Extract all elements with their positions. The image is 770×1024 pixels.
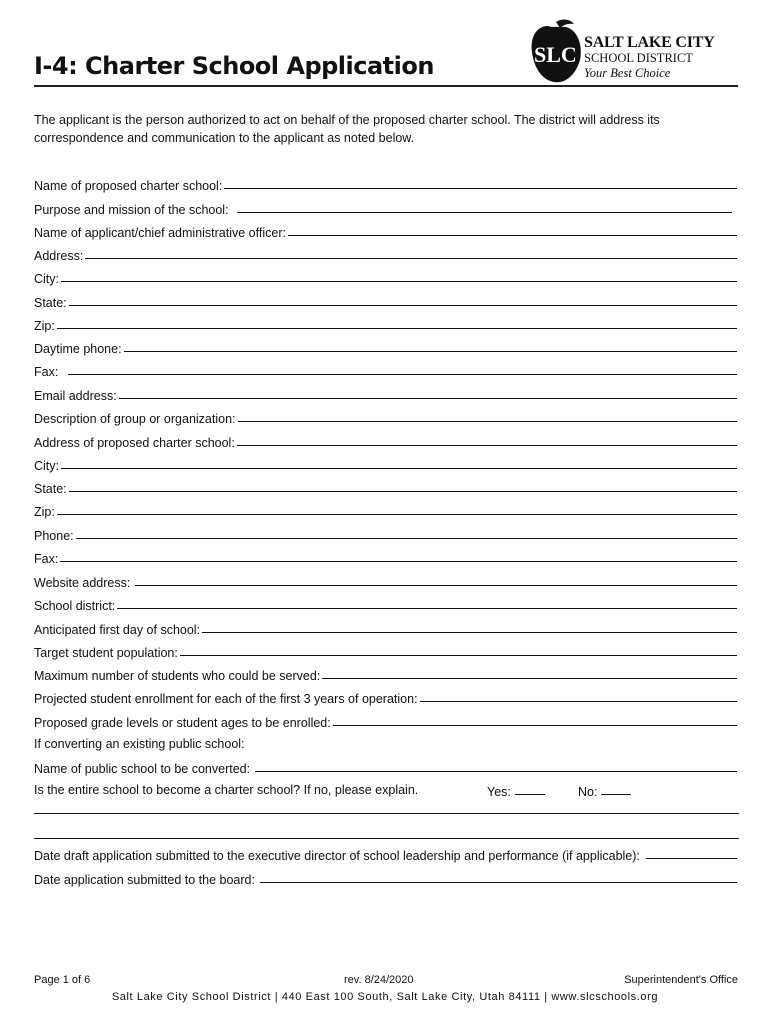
field-projected-enrollment <box>34 688 737 706</box>
field-fax <box>34 361 737 379</box>
slc-logo-mark <box>528 16 584 86</box>
field-label: Projected student enrollment for each of the first 3 years of operation: <box>34 692 418 706</box>
field-label: Zip: <box>34 505 55 519</box>
field-school-address <box>34 432 737 450</box>
logo-tagline: Your Best Choice <box>584 66 671 80</box>
field-school-name <box>34 175 737 193</box>
field-school-phone <box>34 525 737 543</box>
field-group-description <box>34 408 737 426</box>
footer-office: Superintendent's Office <box>624 974 738 986</box>
field-label: Zip: <box>34 319 55 333</box>
field-label: Address of proposed charter school: <box>34 436 235 450</box>
fill-line[interactable] <box>202 632 737 633</box>
converting-heading: If converting an existing public school: <box>34 737 245 751</box>
field-label: City: <box>34 272 59 286</box>
fill-line[interactable] <box>124 351 737 352</box>
field-label: Name of proposed charter school: <box>34 179 223 193</box>
fill-line[interactable] <box>57 514 737 515</box>
field-label: Proposed grade levels or student ages to be enrolled: <box>34 716 331 730</box>
fill-line[interactable] <box>69 491 737 492</box>
fill-line[interactable] <box>76 538 737 539</box>
no-fill-line[interactable] <box>601 794 631 795</box>
no-label: No: <box>578 785 598 799</box>
field-applicant-name <box>34 222 737 240</box>
fill-line[interactable] <box>69 305 737 306</box>
fill-line[interactable] <box>119 398 737 399</box>
field-target-population <box>34 642 737 660</box>
fill-line[interactable] <box>68 374 737 375</box>
field-grade-levels <box>34 712 737 730</box>
field-label: Daytime phone: <box>34 342 122 356</box>
fill-line[interactable] <box>288 235 737 236</box>
field-label: Address: <box>34 249 84 263</box>
field-state <box>34 292 737 310</box>
fill-line[interactable] <box>61 468 737 469</box>
field-email <box>34 385 737 403</box>
field-label: Email address: <box>34 389 117 403</box>
fill-line[interactable] <box>255 771 737 772</box>
field-label: Fax: <box>34 365 59 379</box>
field-purpose-mission <box>34 199 732 217</box>
fill-line[interactable] <box>322 678 737 679</box>
fill-line[interactable] <box>646 858 737 859</box>
field-label: Phone: <box>34 529 74 543</box>
fill-line[interactable] <box>238 421 737 422</box>
field-label: Maximum number of students who could be served: <box>34 669 321 683</box>
field-label: Purpose and mission of the school: <box>34 203 229 217</box>
field-label: Target student population: <box>34 646 178 660</box>
field-label: Name of applicant/chief administrative officer: <box>34 226 286 240</box>
logo-name: SALT LAKE CITY <box>584 34 715 51</box>
field-first-day <box>34 619 737 637</box>
fill-line[interactable] <box>57 328 737 329</box>
no-field <box>578 781 631 799</box>
field-zip <box>34 315 737 333</box>
field-city <box>34 268 737 286</box>
field-label: School district: <box>34 599 116 613</box>
field-label: Name of public school to be converted: <box>34 762 251 776</box>
title-divider <box>34 85 738 87</box>
field-daytime-phone <box>34 338 737 356</box>
fill-line[interactable] <box>85 258 737 259</box>
fill-line[interactable] <box>60 561 737 562</box>
fill-line[interactable] <box>135 585 737 586</box>
footer-address: Salt Lake City School District | 440 East 100 South, Salt Lake City, Utah 84111 | www.slcschools.org <box>111 991 659 1003</box>
field-label: State: <box>34 296 67 310</box>
field-board-submitted-date <box>34 869 737 887</box>
intro-paragraph: The applicant is the person authorized to act on behalf of the proposed charter school. The district will address its correspondence and communication to the applicant as noted below. <box>34 113 660 145</box>
field-label: Website address: <box>34 576 131 590</box>
fill-line[interactable] <box>117 608 737 609</box>
fill-line[interactable] <box>333 725 737 726</box>
field-label: Fax: <box>34 552 59 566</box>
yes-fill-line[interactable] <box>515 794 545 795</box>
field-label: Date application submitted to the board: <box>34 873 255 887</box>
page-title: I-4: Charter School Application <box>34 52 434 80</box>
fill-line[interactable] <box>237 212 732 213</box>
field-label: Description of group or organization: <box>34 412 236 426</box>
field-label: City: <box>34 459 59 473</box>
explanation-line-1[interactable] <box>34 813 739 814</box>
field-public-school-name <box>34 758 737 776</box>
fill-line[interactable] <box>420 701 737 702</box>
footer-page-number: Page 1 of 6 <box>34 974 91 986</box>
field-school-state <box>34 478 737 496</box>
svg-text:SLC: SLC <box>534 42 577 67</box>
explanation-line-2[interactable] <box>34 838 739 839</box>
fill-line[interactable] <box>180 655 737 656</box>
field-school-zip <box>34 501 737 519</box>
field-website <box>34 572 737 590</box>
field-draft-submitted-date <box>34 845 737 863</box>
field-label: Date draft application submitted to the executive director of school leadership and performance (if applicable): <box>34 849 640 863</box>
footer-revision: rev. 8/24/2020 <box>344 974 414 986</box>
fill-line[interactable] <box>224 188 737 189</box>
field-label: State: <box>34 482 67 496</box>
entire-school-question: Is the entire school to become a charter school? If no, please explain. <box>34 783 419 797</box>
fill-line[interactable] <box>61 281 737 282</box>
field-max-students <box>34 665 737 683</box>
field-school-city <box>34 455 737 473</box>
district-logo <box>528 16 744 86</box>
logo-district: SCHOOL DISTRICT <box>584 51 693 65</box>
yes-field <box>487 781 545 799</box>
field-label: Anticipated first day of school: <box>34 623 201 637</box>
fill-line[interactable] <box>237 445 737 446</box>
yes-label: Yes: <box>487 785 511 799</box>
field-school-fax <box>34 548 737 566</box>
field-school-district <box>34 595 737 613</box>
fill-line[interactable] <box>260 882 737 883</box>
field-address <box>34 245 737 263</box>
